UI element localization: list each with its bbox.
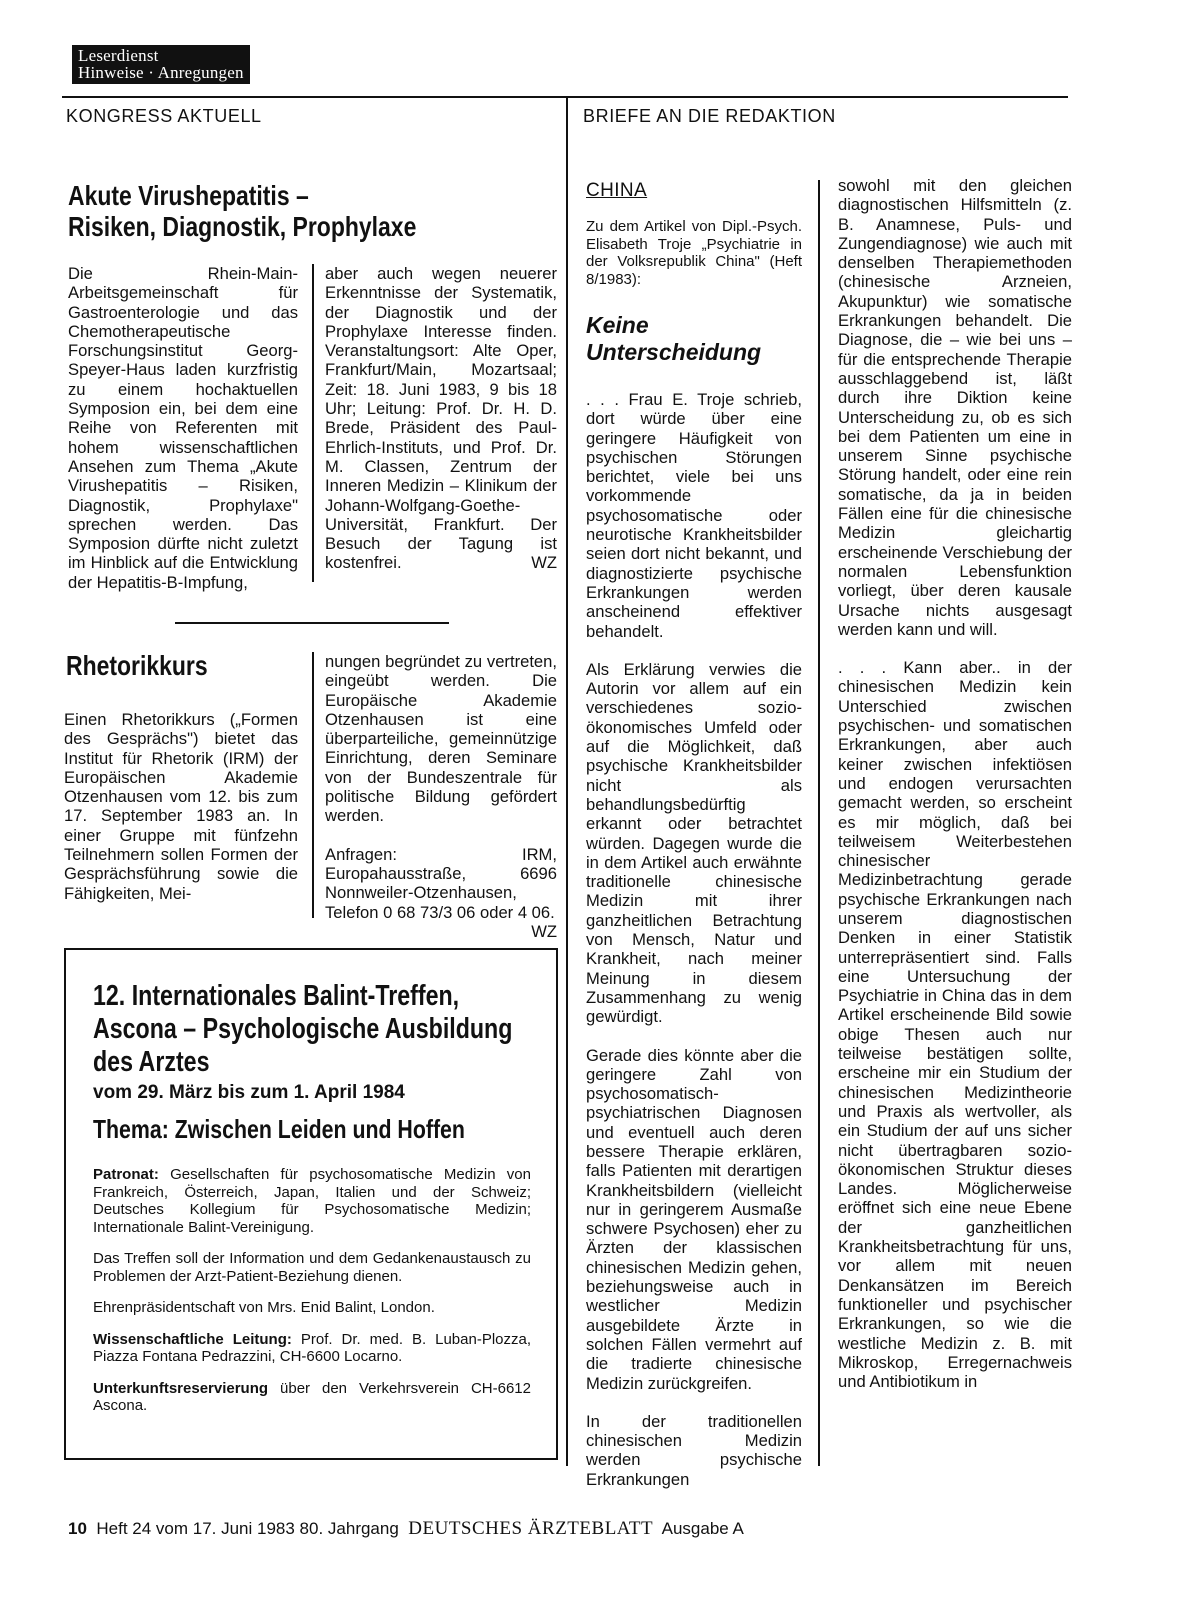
article2-column1 [64,710,298,903]
letter-col2-p2: . . . Kann aber.. in der chinesischen Medizin kein Unterschied zwischen psychischen- und somatischen Erkrankungen, aber auch keiner zwischen infektiösen und endogen verursachten gemacht werden, so erscheint es mir möglich, daß bei teilweisem Weiterbestehen chinesischer Medizinbetrachtung gerade psychische Erkrankungen nach unserem diagnostischen Denken in einer Statistik unterrepräsentiert sind. Falls eine Untersuchung der Psychiatrie in China das in dem Artikel erscheinende Bild sowie obige Thesen auch nur teilweise bestätigen sollte, erscheine mir ein Studium der chinesischen Medizintheorie und Praxis als wertvoller, als ein Studium der auf uns sicher nicht übertragbaren sozio-ökonomischen Struktur dieses Landes. Möglicherweise eröffnet sich eine neue Ebene der ganzheitlichen Krankheitsbetrachtung für uns, vor allem mit neuen Denkansätzen im Bereich funktioneller und psychischer Erkrankungen, so wie die westliche Medizin z. B. mit Mikroskop, Erregernachweis und Antibiotikum in [838,658,1072,1392]
letter-col1-p1: . . . Frau E. Troje schrieb, dort würde über eine geringere Häufigkeit von psychischen Störungen berichtet, viele bei uns vorkommende psychosomatische oder neurotische Krankheitsbilder seien dort nicht bekannt, und diagnostizierte psychische Erkrankungen werden anscheinend effektiver behandelt. [586,390,802,641]
box-info: Das Treffen soll der Information und dem Gedankenaustausch zu Problemen der Arzt-Patient-Beziehung dienen. [93,1250,531,1285]
box-res-label: Unterkunftsreservierung [93,1379,269,1397]
article1-title-line1: Akute Virushepatitis – [68,180,309,211]
article1-col2-text: aber auch wegen neuerer Erkenntnisse der Systematik, der Diagnostik und der Prophylaxe Interesse finden. Veranstaltungsort: Alte Oper, Frankfurt/Main, Mozartsaal; Zeit: 18. Juni 1983, 9 bis 18 Uhr; Leitung: Prof. Dr. H. D. Brede, Präsident des Paul-Ehrlich-Instituts, und Prof. Dr. M. Classen, Zentrum der Inneren Medizin – Klinikum der Johann-Wolfgang-Goethe-Universität, Frankfurt. Der Besuch der Tagung ist kostenfrei. [325,264,557,573]
page-number: 10 [68,1519,87,1538]
box-title [93,980,512,1079]
box-patronat-text: Gesellschaften für psychosomatische Medizin von Frankreich, Österreich, Japan, Italien und der Schweiz; Deutsches Kollegium für Psychosomatische Medizin; Internationale Balint-Vereinigung. [93,1166,531,1236]
article2-divider [312,652,314,918]
letter-col1-p3: Gerade dies könnte aber die geringere Zahl von psychosomatisch-psychiatrischen Diagnosen und eventuell auch deren bessere Therapie erklären, falls Patienten mit derartigen Krankheitsbildern (vielleicht nur in geringerem Ausmaße schwere Psychosen) eher zu Ärzten der klassischen chinesischen Medizin gehen, beziehungsweise auch in westlicher Medizin ausgebildete Ärzte in solchen Fällen vermehrt auf die tradierte chinesische Medizin zurückgreifen. [586,1045,802,1393]
letter-title [586,312,761,366]
box-honor: Ehrenpräsidentschaft von Mrs. Enid Balint, London. [93,1299,435,1316]
page-footer [68,1518,744,1540]
article2-col2-p1: nungen begründet zu vertreten, eingeübt werden. Die Europäische Akademie Otzenhausen ist eine überparteiliche, gemeinnützige Einrichtung, deren Seminare von der Bundeszentrale für politische Bildung gefördert werden. [325,652,557,826]
box-lead [93,1331,531,1366]
article2-title: Rhetorikkurs [66,650,208,681]
top-rule [62,96,1068,98]
letter-column2 [838,176,1072,1391]
box-details [93,1166,531,1429]
letter-col1-p2: Als Erklärung verwies die Autorin vor allem auf ein verschiedenes sozio-ökonomisches Umfeld oder auf die Möglichkeit, daß psychische Krankheitsbilder nicht als behandlungsbedürftig erkannt oder betrachtet würden. Dagegen wurde die in dem Artikel auch erwähnte traditionelle chinesische Medizin mit ihrer ganzheitlichen Betrachtung von Mensch, Natur und Krankheit, nach meiner Meinung in diesem Zusammenhang zu wenig gewürdigt. [586,659,802,1027]
letter-title-line1: Keine [586,312,649,338]
article2-col2-p2: Anfragen: IRM, Europahausstraße, 6696 Nonnweiler-Otzenhausen, Telefon 0 68 73/3 06 oder 4 06. [325,844,557,922]
section-tag-line2: Hinweise · Anregungen [78,63,244,82]
article2-col1-text: Einen Rhetorikkurs („Formen des Gesprächs") bietet das Institut für Rhetorik (IRM) der Europäischen Akademie Otzenhausen vom 12. bis zum 17. September 1983 an. In einer Gruppe mit fünfzehn Teilnehmern sollen Formen der Gesprächsführung sowie die Fähigkeiten, Mei- [64,710,298,903]
article1-column2 [325,264,557,573]
issue-info: Heft 24 vom 17. Juni 1983 80. Jahrgang [96,1519,399,1538]
letter-divider [818,180,820,1466]
box-lead-label: Wissenschaftliche Leitung: [93,1330,292,1348]
box-patronat [93,1166,531,1236]
section-label-right: BRIEFE AN DIE REDAKTION [583,106,836,126]
section-tag-line1: Leserdienst [78,46,159,65]
letter-column1 [586,390,802,1489]
box-title-line3: des Arztes [93,1046,210,1078]
letter-topic: CHINA [586,180,648,201]
box-title-line2: Ascona – Psychologische Ausbildung [93,1013,513,1045]
column-divider [566,96,568,1466]
article2-signature: WZ [531,921,557,941]
article1-column1 [68,264,298,592]
article-separator [175,622,449,624]
box-patronat-label: Patronat: [93,1166,159,1183]
letter-title-line2: Unterscheidung [586,339,762,365]
article1-title-line2: Risiken, Diagnostik, Prophylaxe [68,211,417,242]
journal-name: DEUTSCHES ÄRZTEBLATT [408,1518,654,1539]
letter-col1-p4: In der traditionellen chinesischen Medizin werden psychische Erkrankungen [586,1411,802,1489]
box-theme: Thema: Zwischen Leiden und Hoffen [93,1114,465,1144]
box-reservation [93,1380,531,1415]
article1-signature: WZ [531,553,557,573]
section-tag [72,45,250,84]
edition: Ausgabe A [661,1519,744,1538]
letter-intro: Zu dem Artikel von Dipl.-Psych. Elisabeth Troje „Psychiatrie in der Volksrepublik China" (Heft 8/1983): [586,218,802,288]
box-title-line1: 12. Internationales Balint-Treffen, [93,980,460,1012]
article2-column2 [325,652,557,941]
letter-col2-p1: sowohl mit den gleichen diagnostischen Hilfsmitteln (z. B. Anamnese, Puls- und Zungendiagnose) wie auch mit denselben Therapiemethoden (chinesische Arzneien, Akupunktur) wie somatische Erkrankungen behandelt. Die Diagnose, die – wie bei uns – für die entsprechende Therapie ausschlaggebend ist, läßt durch ihre Diktion keine Unterscheidung zu, ob es sich bei dem Patienten um eine in unserem Sinne psychische Störung handelt, oder eine rein somatische, da ja in beiden Fällen eine für die chinesische Medizin gleichartig erscheinende Verschiebung der normalen Lebensfunktion vorliegt, über deren kausale Ursache nichts ausgesagt werden kann und will. [838,176,1072,639]
article1-title [68,180,416,242]
section-label-left: KONGRESS AKTUELL [66,106,262,126]
box-res-text: über den Verkehrsverein CH-6612 Ascona. [93,1379,531,1414]
box-date: vom 29. März bis zum 1. April 1984 [93,1082,405,1103]
box-lead-text: Prof. Dr. med. B. Luban-Plozza, Piazza Fontana Pedrazzini, CH-6600 Locarno. [93,1330,532,1365]
article1-divider [312,264,314,582]
article1-col1-text: Die Rhein-Main-Arbeitsgemeinschaft für Gastroenterologie und das Chemotherapeutische Forschungsinstitut Georg-Speyer-Haus laden kurzfristig zu einem hochaktuellen Symposion ein, bei dem eine Reihe von Referenten mit hohem wissenschaftlichen Ansehen zum Thema „Akute Virushepatitis – Risiken, Diagnostik, Prophylaxe" sprechen werden. Das Symposion dürfte nicht zuletzt im Hinblick auf die Entwicklung der Hepatitis-B-Impfung, [68,264,298,592]
